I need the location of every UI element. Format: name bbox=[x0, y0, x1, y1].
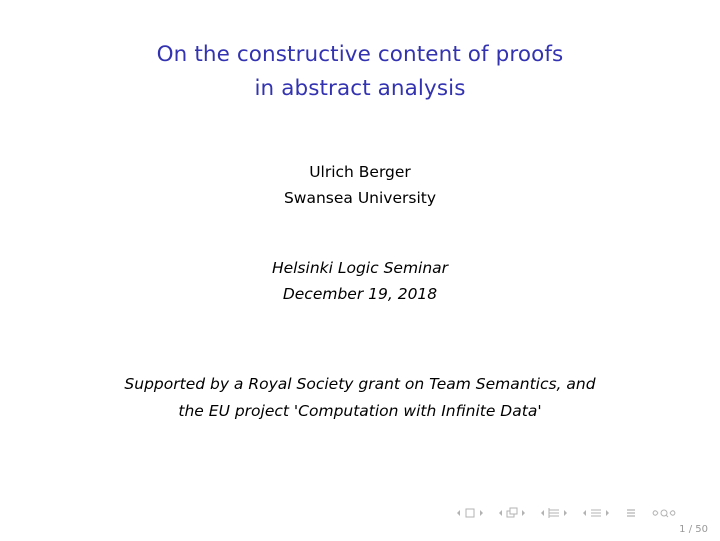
author-block bbox=[0, 159, 720, 211]
title-line-1: On the constructive content of proofs bbox=[156, 42, 564, 67]
nav-group-frame bbox=[497, 507, 527, 519]
previous-subsection-arrow-icon[interactable] bbox=[539, 508, 546, 518]
next-frame-arrow-icon[interactable] bbox=[520, 508, 527, 518]
next-subsection-arrow-icon[interactable] bbox=[562, 508, 569, 518]
event-date: December 19, 2018 bbox=[282, 285, 438, 303]
title-line-2: in abstract analysis bbox=[254, 76, 466, 101]
slide-title bbox=[0, 38, 720, 106]
next-section-arrow-icon[interactable] bbox=[604, 508, 611, 518]
align-icon[interactable] bbox=[624, 507, 638, 519]
section-icon[interactable] bbox=[589, 507, 603, 519]
event-name: Helsinki Logic Seminar bbox=[271, 259, 449, 277]
previous-arrow-icon[interactable] bbox=[455, 508, 462, 518]
acknowledgement-line-1: Supported by a Royal Society grant on Team Semantics, and bbox=[124, 375, 596, 393]
previous-frame-arrow-icon[interactable] bbox=[497, 508, 504, 518]
nav-group-align bbox=[623, 507, 639, 519]
frame-icon[interactable] bbox=[505, 507, 519, 519]
acknowledgement-line-2: the EU project 'Computation with Infinite Data' bbox=[178, 402, 542, 420]
nav-group-slide bbox=[455, 507, 485, 519]
nav-group-search bbox=[651, 507, 677, 519]
nav-group-subsection bbox=[539, 507, 569, 519]
search-icon[interactable] bbox=[651, 507, 677, 519]
nav-group-section bbox=[581, 507, 611, 519]
page-number: 1 / 50 bbox=[679, 524, 708, 535]
next-arrow-icon[interactable] bbox=[478, 508, 485, 518]
subsection-icon[interactable] bbox=[547, 507, 561, 519]
slide-icon[interactable] bbox=[463, 507, 477, 519]
event-block bbox=[0, 255, 720, 307]
previous-section-arrow-icon[interactable] bbox=[581, 508, 588, 518]
beamer-navigation-bar bbox=[455, 505, 677, 521]
author-affiliation: Swansea University bbox=[283, 189, 437, 207]
author-name: Ulrich Berger bbox=[309, 163, 411, 181]
acknowledgement bbox=[0, 371, 720, 425]
